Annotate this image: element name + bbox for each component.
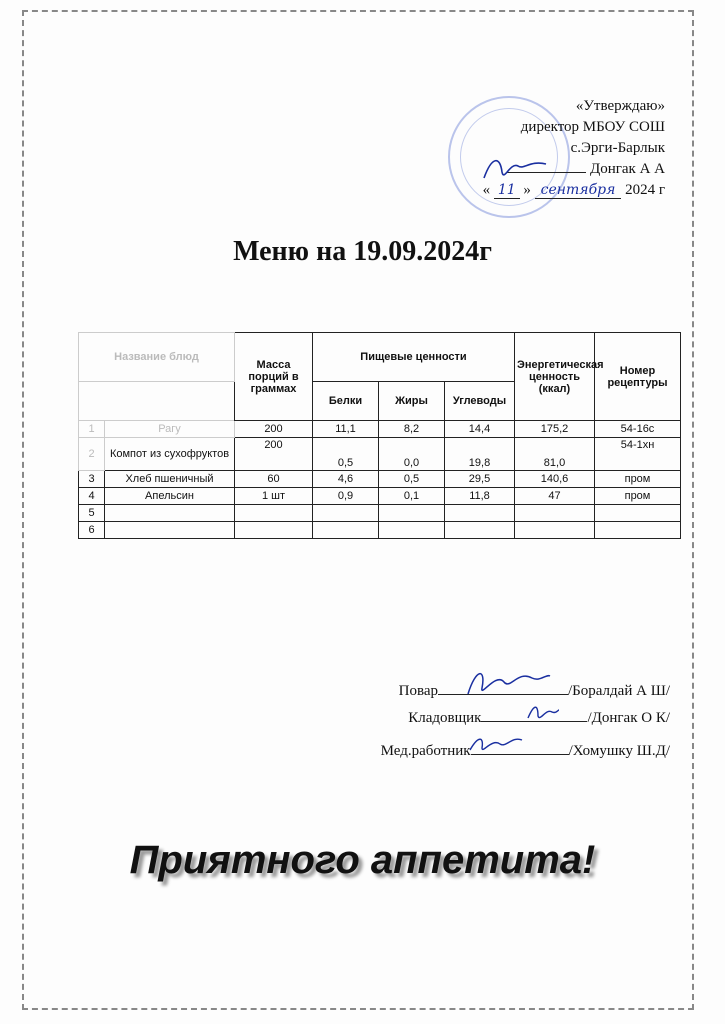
table-row — [79, 438, 681, 471]
row-proteins — [313, 505, 379, 522]
row-dish: Компот из сухофруктов — [105, 438, 235, 471]
header-nutrition: Пищевые ценности — [313, 333, 515, 382]
approval-line-3: с.Эрги-Барлык — [570, 140, 665, 156]
row-carbs: 29,5 — [445, 471, 515, 488]
menu-table — [78, 332, 681, 539]
row-energy — [515, 522, 595, 539]
row-carbs: 14,4 — [445, 421, 515, 438]
approval-line-1: «Утверждаю» — [575, 98, 665, 114]
header-dish: Название блюд — [79, 333, 235, 382]
storekeeper-label: Кладовщик — [408, 710, 482, 726]
table-row — [79, 522, 681, 539]
cook-label: Повар — [398, 683, 438, 699]
row-recipe: пром — [595, 488, 681, 505]
row-number: 5 — [79, 505, 105, 522]
row-fats: 0,0 — [379, 438, 445, 471]
row-number: 2 — [79, 438, 105, 471]
row-proteins: 11,1 — [313, 421, 379, 438]
row-proteins — [313, 522, 379, 539]
row-mass: 200 — [235, 421, 313, 438]
header-mass: Масса порций в граммах — [235, 333, 313, 421]
header-proteins: Белки — [313, 382, 379, 421]
table-row — [79, 421, 681, 438]
row-number: 4 — [79, 488, 105, 505]
director-name: Донгак А А — [589, 161, 665, 177]
row-dish — [105, 522, 235, 539]
row-recipe — [595, 522, 681, 539]
row-energy — [515, 505, 595, 522]
row-energy: 140,6 — [515, 471, 595, 488]
row-proteins: 0,9 — [313, 488, 379, 505]
row-proteins: 0,5 — [313, 438, 379, 471]
row-fats: 0,5 — [379, 471, 445, 488]
row-carbs: 11,8 — [445, 488, 515, 505]
row-fats: 0,1 — [379, 488, 445, 505]
header-fats: Жиры — [379, 382, 445, 421]
medic-signature-row — [381, 740, 670, 761]
row-mass — [235, 505, 313, 522]
cook-signature — [462, 664, 552, 704]
row-energy: 81,0 — [515, 438, 595, 471]
header-carbs: Углеводы — [445, 382, 515, 421]
row-recipe: 54-16с — [595, 421, 681, 438]
header-dish-blank — [79, 382, 235, 421]
row-number: 1 — [79, 421, 105, 438]
row-recipe: 54-1хн — [595, 438, 681, 471]
closing-text: Приятного аппетита! — [129, 838, 596, 882]
row-dish: Апельсин — [105, 488, 235, 505]
row-fats — [379, 522, 445, 539]
table-row — [79, 488, 681, 505]
row-fats: 8,2 — [379, 421, 445, 438]
header-energy: Энергетическая ценность (ккал) — [515, 333, 595, 421]
director-signature — [480, 150, 550, 186]
row-dish: Хлеб пшеничный — [105, 471, 235, 488]
row-recipe — [595, 505, 681, 522]
medic-name: /Хомушку Ш.Д/ — [568, 743, 670, 759]
medic-label: Мед.работник — [380, 743, 471, 759]
row-carbs: 19,8 — [445, 438, 515, 471]
row-mass: 60 — [235, 471, 313, 488]
approval-line-2: директор МБОУ СОШ — [520, 119, 665, 135]
date-close-quote: » — [523, 182, 531, 198]
date-month: сентября — [535, 182, 622, 199]
row-energy: 175,2 — [515, 421, 595, 438]
page-title: Меню на 19.09.2024г — [233, 236, 492, 267]
table-row — [79, 505, 681, 522]
cook-name: /Боралдай А Ш/ — [567, 683, 670, 699]
medic-signature — [468, 730, 524, 756]
row-carbs — [445, 505, 515, 522]
date-year: 2024 г — [625, 182, 665, 198]
storekeeper-name: /Донгак О К/ — [587, 710, 670, 726]
table-row — [79, 471, 681, 488]
storekeeper-signature — [526, 700, 560, 724]
row-fats — [379, 505, 445, 522]
row-mass: 200 — [235, 438, 313, 471]
row-energy: 47 — [515, 488, 595, 505]
row-mass — [235, 522, 313, 539]
row-dish: Рагу — [105, 421, 235, 438]
row-number: 6 — [79, 522, 105, 539]
row-recipe: пром — [595, 471, 681, 488]
row-proteins: 4,6 — [313, 471, 379, 488]
row-number: 3 — [79, 471, 105, 488]
row-mass: 1 шт — [235, 488, 313, 505]
date-day: 11 — [494, 182, 520, 199]
row-carbs — [445, 522, 515, 539]
header-recipe: Номер рецептуры — [595, 333, 681, 421]
row-dish — [105, 505, 235, 522]
date-open-quote: « — [482, 182, 491, 198]
